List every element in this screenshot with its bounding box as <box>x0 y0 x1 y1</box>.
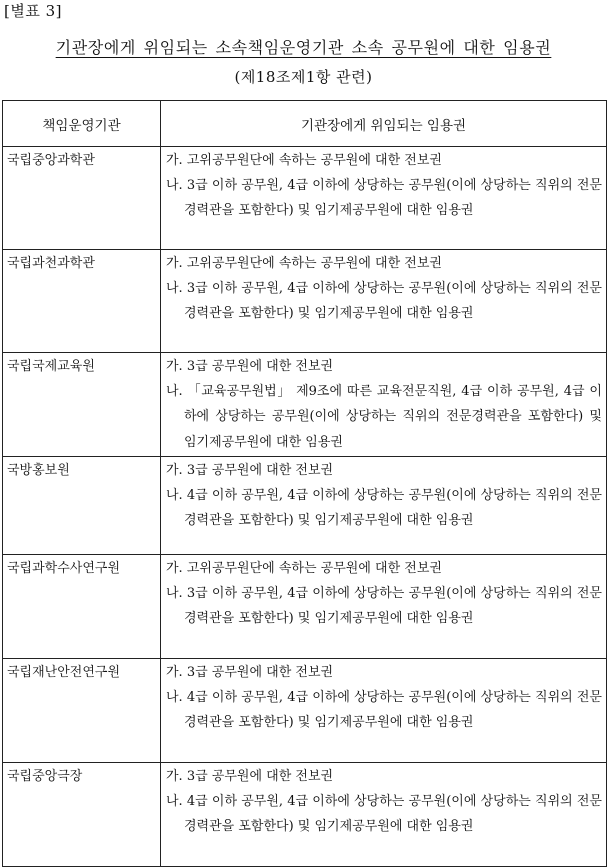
authority-cell <box>161 555 607 659</box>
authority-item: 나. 4급 이하 공무원, 4급 이하에 상당하는 공무원(이에 상당하는 직위의 전문경력관을 포함한다) 및 임기제공무원에 대한 임용권 <box>166 690 602 731</box>
authority-item: 가. 고위공무원단에 속하는 공무원에 대한 전보권 <box>166 153 442 168</box>
agency-name: 국립중앙극장 <box>7 769 83 784</box>
authority-cell <box>161 250 607 353</box>
authority-item: 가. 3급 공무원에 대한 전보권 <box>166 463 334 478</box>
authority-item: 나. 3급 이하 공무원, 4급 이하에 상당하는 공무원(이에 상당하는 직위의 전문경력관을 포함한다) 및 임기제공무원에 대한 임용권 <box>166 281 602 322</box>
table-row <box>3 457 607 555</box>
authority-item: 가. 고위공무원단에 속하는 공무원에 대한 전보권 <box>166 561 442 576</box>
agency-cell <box>3 555 161 659</box>
table-row <box>3 250 607 353</box>
agency-cell <box>3 763 161 867</box>
authority-item: 나. 4급 이하 공무원, 4급 이하에 상당하는 공무원(이에 상당하는 직위의 전문경력관을 포함한다) 및 임기제공무원에 대한 임용권 <box>166 488 602 529</box>
authority-item: 가. 3급 공무원에 대한 전보권 <box>166 359 334 374</box>
table-header-row <box>3 101 607 147</box>
document-title <box>0 38 607 58</box>
agency-name: 국립국제교육원 <box>7 359 95 374</box>
table-row <box>3 763 607 867</box>
agency-cell <box>3 147 161 250</box>
authority-cell <box>161 353 607 457</box>
agency-name: 국방홍보원 <box>7 463 70 478</box>
agency-cell <box>3 250 161 353</box>
delegation-table <box>2 100 607 867</box>
agency-name: 국립과학수사연구원 <box>7 561 121 576</box>
table-row <box>3 147 607 250</box>
authority-item: 나. 「교육공무원법」 제9조에 따른 교육전문직원, 4급 이하 공무원, 4급 이하에 상당하는 공무원(이에 상당하는 직위의 전문경력관을 포함한다) 및 임기제공무원에 대한 임용권 <box>166 384 602 450</box>
authority-cell <box>161 457 607 555</box>
agency-name: 국립과천과학관 <box>7 256 95 271</box>
authority-item: 가. 3급 공무원에 대한 전보권 <box>166 769 334 784</box>
agency-cell <box>3 353 161 457</box>
authority-item: 나. 4급 이하 공무원, 4급 이하에 상당하는 공무원(이에 상당하는 직위의 전문경력관을 포함한다) 및 임기제공무원에 대한 임용권 <box>166 794 602 835</box>
document-subtitle: (제18조제1항 관련) <box>234 68 373 86</box>
header-agency: 책임운영기관 <box>3 101 161 147</box>
authority-cell <box>161 147 607 250</box>
document-title-text: 기관장에게 위임되는 소속책임운영기관 소속 공무원에 대한 임용권 <box>55 38 552 57</box>
header-authority: 기관장에게 위임되는 임용권 <box>161 101 607 147</box>
authority-item: 가. 고위공무원단에 속하는 공무원에 대한 전보권 <box>166 256 442 271</box>
authority-cell <box>161 763 607 867</box>
annex-label: [별표 3] <box>4 2 62 20</box>
agency-cell <box>3 659 161 763</box>
agency-name: 국립재난안전연구원 <box>7 665 121 680</box>
table-row <box>3 353 607 457</box>
authority-item: 나. 3급 이하 공무원, 4급 이하에 상당하는 공무원(이에 상당하는 직위의 전문경력관을 포함한다) 및 임기제공무원에 대한 임용권 <box>166 178 602 219</box>
agency-name: 국립중앙과학관 <box>7 153 95 168</box>
authority-item: 가. 3급 공무원에 대한 전보권 <box>166 665 334 680</box>
table-row <box>3 555 607 659</box>
table-row <box>3 659 607 763</box>
authority-cell <box>161 659 607 763</box>
agency-cell <box>3 457 161 555</box>
authority-item: 나. 3급 이하 공무원, 4급 이하에 상당하는 공무원(이에 상당하는 직위의 전문경력관을 포함한다) 및 임기제공무원에 대한 임용권 <box>166 586 602 627</box>
